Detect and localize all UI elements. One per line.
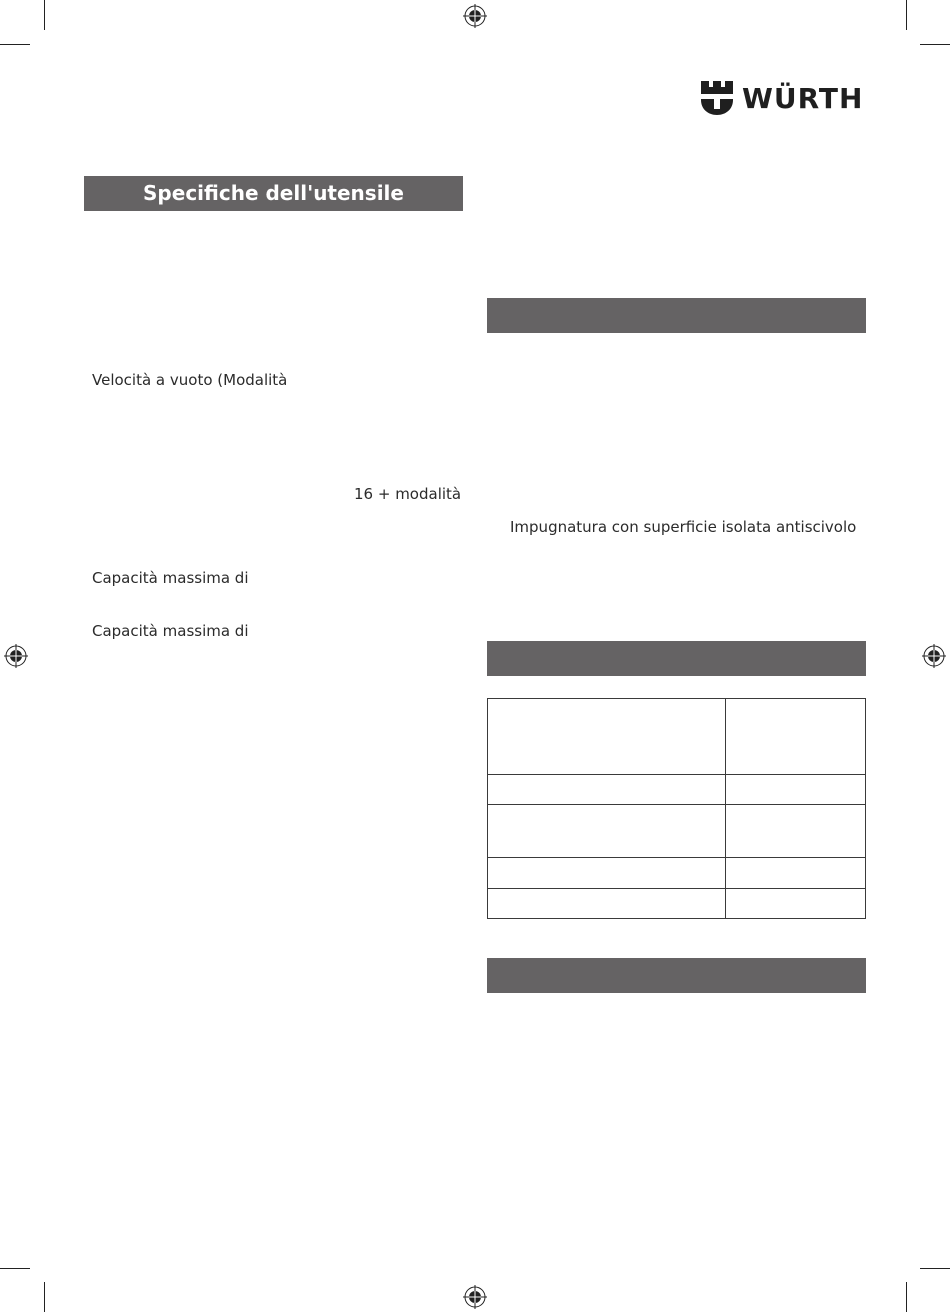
wurth-emblem-icon xyxy=(700,80,734,116)
crop-mark xyxy=(920,1268,950,1269)
crop-mark xyxy=(44,1282,45,1312)
spec-label-no-load-speed: Velocità a vuoto (Modalità xyxy=(92,371,288,389)
crop-mark xyxy=(0,44,30,45)
spec-label-max-capacity: Capacità massima di xyxy=(92,622,249,640)
section-header-bar xyxy=(487,958,866,993)
brand-logo xyxy=(700,80,863,116)
registration-mark-icon xyxy=(922,644,946,668)
section-header-bar xyxy=(487,298,866,333)
section-header-tool-specs xyxy=(84,176,463,211)
registration-mark-icon xyxy=(463,4,487,28)
table-cell xyxy=(488,699,726,775)
brand-name: WÜRTH xyxy=(742,81,864,115)
table-cell xyxy=(488,805,726,858)
table-cell xyxy=(488,775,726,805)
crop-mark xyxy=(906,0,907,30)
table-row xyxy=(488,889,866,919)
table-cell xyxy=(726,775,866,805)
crop-mark xyxy=(906,1282,907,1312)
table-row xyxy=(488,775,866,805)
section-title: Specifiche dell'utensile xyxy=(143,181,404,205)
registration-mark-icon xyxy=(463,1285,487,1309)
feature-text-grip: Impugnatura con superficie isolata antiscivolo xyxy=(510,518,857,536)
crop-mark xyxy=(44,0,45,30)
table-cell xyxy=(726,699,866,775)
registration-mark-icon xyxy=(4,644,28,668)
table-cell xyxy=(726,858,866,889)
crop-mark xyxy=(920,44,950,45)
table-cell xyxy=(726,889,866,919)
crop-mark xyxy=(0,1268,30,1269)
spec-value-modes: 16 + modalità xyxy=(354,485,462,503)
table-cell xyxy=(488,858,726,889)
table-row xyxy=(488,858,866,889)
table-cell xyxy=(726,805,866,858)
table-row xyxy=(488,699,866,775)
table-cell xyxy=(488,889,726,919)
spec-table xyxy=(487,698,866,919)
section-header-bar xyxy=(487,641,866,676)
table-row xyxy=(488,805,866,858)
spec-label-max-capacity: Capacità massima di xyxy=(92,569,249,587)
